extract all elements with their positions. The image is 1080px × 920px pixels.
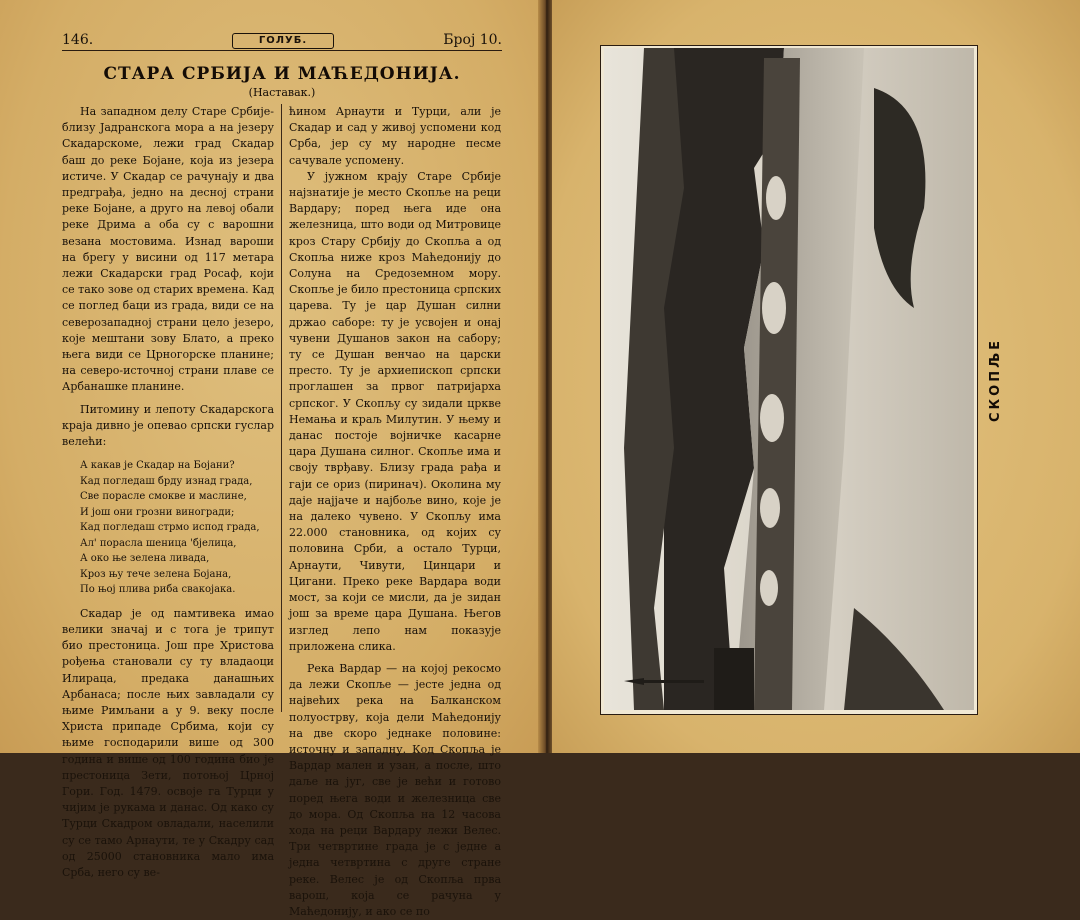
poem-line: Кроз њу тече зелена Бојана,	[80, 568, 232, 580]
paragraph: Скадар је од памтивека имао велики значај и с тога је трипут био престоница. Још пре Христова рођења становали су ту владаоци Илираца, предака данашњих Арбанаса; после њих завладали су њиме Римљани а у 9. веку после Христа припаде Србима, који су њиме господарили више од 300 година и више од 100 година био је престоница Зети, потоњој Црној Гори. Год. 1479. освоје га Турци у чијим је рукама и данас. Од како су Турци Скадром овладали, населили су се тамо Арнаути, те у Скадру сад од 25000 становника мало има Срба, него су ве-	[62, 606, 274, 880]
folk-poem	[80, 458, 274, 598]
poem-line: Кад погледаш брду изнад града,	[80, 475, 253, 487]
masthead-ornament: ГОЛУБ.	[232, 33, 334, 49]
poem-line: А око ње зелена ливада,	[80, 553, 210, 565]
page-number: 146.	[62, 32, 94, 48]
paragraph: У јужном крају Старе Србије најзнатије је место Скопље на реци Вардару; поред њега иде она железница, што води од Митровице кроз Стару Србију до Скопља а од Скопља ниже кроз Маћедонију до Солуна на Средоземном мору. Скопље је било престоница српских царева. Ту је цар Душан силни држао саборе: ту је усвојен и онај чувени Душанов закон на сабору; ту се Душан венчао на царски престо. Ту је архиепископ српски проглашен за првог патријарха српског. У Скопљу су зидали цркве Немања и краљ Милутин. У њему и данас постоје војничке касарне цара Душана силног. Скопље има и своју тврђаву. Близу града рађа и гаји се ориз (пиринач). Околина му даје најјаче и најбоље вино, које је на далеко чувено. У Скопљу има 22.000 становника, од којих су половина Срби, а остало Турци, Арнаути, Чивути, Цинцари и Цигани. Преко реке Вардара води мост, за који се мисли, да је зидан још за време цара Душана. Његов изглед лепо нам показује приложена слика.	[289, 169, 501, 653]
poem-line: По њој плива риба свакојака.	[80, 584, 236, 596]
photo-caption: СКОПЉЕ	[988, 338, 1003, 422]
bridge-engraving	[604, 48, 974, 710]
skopje-bridge-photo	[604, 48, 974, 710]
poem-line: И још они грозни виногради;	[80, 506, 235, 518]
poem-line: Ал' порасла шеница 'бјелица,	[80, 537, 237, 549]
running-header	[62, 30, 502, 52]
header-rule	[62, 50, 502, 51]
paragraph: На западном делу Старе Србије-близу Јадранскога мора а на језеру Скадарскоме, лежи град Скадар баш до реке Бојане, која из језера истиче. У Скадар се рачунају и два предграђа, једно на десној страни реке Бојане, а друго на левој обали реке Дрима а оба су с варошни везана мостовима. Изнад вароши на брегу у висини од 117 метара лежи Скадарски град Росаф, који се тако зове од старих времена. Кад се поглед баци из града, види се на северозападној страни цело језеро, које мештани зову Блато, а преко њега види се Црногорске планине; на северо-источној страни плаве се Арбанашке планине.	[62, 105, 274, 394]
article-title: СТАРА СРБИЈА И МАЋЕДОНИЈА.	[103, 64, 461, 84]
text-column-right	[289, 104, 501, 920]
poem-line: Кад погледаш стрмо испод града,	[80, 522, 260, 534]
paragraph: Питомину и лепоту Скадарскога краја дивно је опевао српски гуслар велећи:	[62, 402, 274, 449]
issue-number: Број 10.	[443, 32, 502, 48]
text-column-left	[62, 104, 274, 881]
article-subtitle: (Наставак.)	[248, 86, 316, 99]
paragraph: Река Вардар — на којој рекосмо да лежи Скопље — јесте једна од највећих река на Балканском полуострву, која дели Маћедонију на две скоро једнаке половине: источну и западну. Код Скопља је Вардар мален и узан, а после, што даље на југ, све је већи и готово поред њега води и железница све до мора. Од Скопља на 12 часова хода на реци Вардару лежи Велес. Три четвртине града је с једне а једна четвртина с друге стране реке. Велес је од Скопља прва варош, која се рачуна у Маћедонију, и ако се по	[289, 661, 501, 918]
paragraph: ћином Арнаути и Турци, али је Скадар и сад у живој успомени код Срба, јер су му народне песме сачувале успомену.	[289, 105, 501, 167]
poem-line: Све порасле смокве и маслине,	[80, 491, 247, 503]
column-divider	[281, 104, 282, 712]
poem-line: А какав је Скадар на Бојани?	[80, 460, 235, 472]
